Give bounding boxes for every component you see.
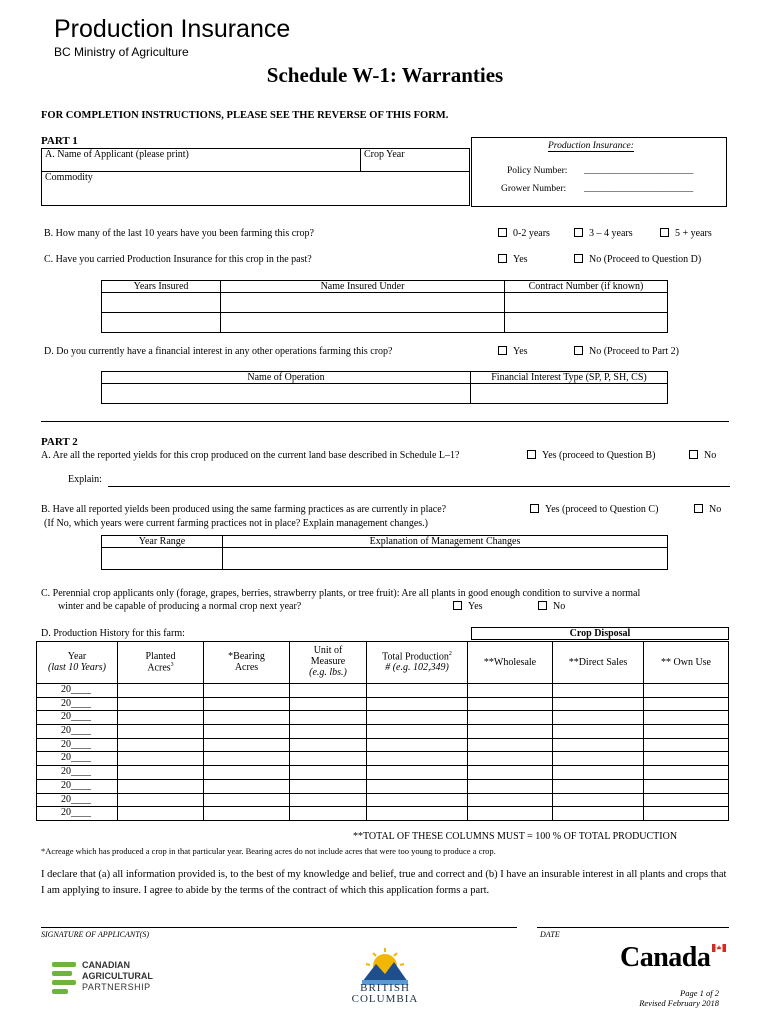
same-land-base-no-option[interactable]: No [689, 450, 716, 461]
table-cell[interactable] [118, 779, 204, 793]
table-cell[interactable] [367, 738, 468, 752]
checkbox-icon [574, 254, 583, 263]
table-cell[interactable] [644, 711, 729, 725]
production-insurance-box [471, 137, 727, 207]
year-cell[interactable]: 20____ [37, 793, 118, 807]
checkbox-icon [660, 228, 669, 237]
table-cell[interactable] [290, 793, 367, 807]
part1-question-b: B. How many of the last 10 years have you been farming this crop? [44, 228, 314, 239]
table-cell[interactable] [290, 752, 367, 766]
part2-question-b-sub: (If No, which years were current farming practices not in place? Explain management changes.) [44, 518, 428, 529]
table-cell[interactable] [644, 752, 729, 766]
acreage-footnote: *Acreage which has produced a crop in that particular year. Bearing acres do not include acres that were too young to produce a crop. [41, 846, 496, 856]
table-cell[interactable] [468, 725, 553, 739]
checkbox-icon [574, 228, 583, 237]
table-cell[interactable] [644, 807, 729, 821]
table-cell[interactable] [118, 807, 204, 821]
perennial-no-option[interactable]: No [538, 601, 565, 612]
part2-question-b: B. Have all reported yields been produced using the same farming practices as are currently in place? [41, 504, 447, 515]
checkbox-icon [538, 601, 547, 610]
year-cell[interactable]: 20____ [37, 684, 118, 698]
table-cell[interactable] [644, 725, 729, 739]
checkbox-icon [689, 450, 698, 459]
table-cell[interactable] [468, 711, 553, 725]
year-cell[interactable]: 20____ [37, 711, 118, 725]
table-cell[interactable] [102, 384, 471, 404]
year-cell[interactable]: 20____ [37, 697, 118, 711]
checkbox-icon [453, 601, 462, 610]
table-cell[interactable] [553, 793, 644, 807]
table-cell[interactable] [221, 293, 505, 313]
year-cell[interactable]: 20____ [37, 738, 118, 752]
checkbox-icon [498, 346, 507, 355]
table-cell[interactable] [367, 697, 468, 711]
management-changes-table [101, 535, 668, 570]
table-cell[interactable] [290, 807, 367, 821]
table-cell[interactable] [204, 779, 290, 793]
table-row [37, 684, 729, 698]
table-cell[interactable] [118, 711, 204, 725]
bc-sun-mountains-icon [360, 946, 410, 986]
table-cell[interactable] [204, 793, 290, 807]
crop-disposal-header: Crop Disposal [472, 628, 729, 640]
table-row [37, 807, 729, 821]
crop-disposal-header-table [471, 627, 729, 640]
explain-label: Explain: [68, 474, 102, 485]
table-cell[interactable] [221, 313, 505, 333]
table-row [37, 697, 729, 711]
table-cell[interactable] [553, 725, 644, 739]
table-cell[interactable] [553, 697, 644, 711]
cap-text: CANADIAN AGRICULTURAL PARTNERSHIP [82, 960, 153, 992]
table-cell[interactable] [505, 313, 668, 333]
insured-yes-option[interactable]: Yes [498, 254, 528, 265]
table-cell[interactable] [367, 793, 468, 807]
table-cell[interactable] [118, 725, 204, 739]
part2-question-c-line2: winter and be capable of producing a normal crop next year? [58, 601, 302, 612]
contract-number-header: Contract Number (if known) [505, 281, 668, 293]
table-cell[interactable] [468, 697, 553, 711]
years-insured-header: Years Insured [102, 281, 221, 293]
table-row [37, 725, 729, 739]
ministry-name: BC Ministry of Agriculture [54, 45, 189, 59]
grower-number-label: Grower Number: [501, 184, 567, 194]
year-range-header: Year Range [102, 536, 223, 548]
table-cell[interactable] [505, 293, 668, 313]
table-cell[interactable] [468, 793, 553, 807]
table-cell[interactable] [644, 697, 729, 711]
table-cell[interactable] [290, 738, 367, 752]
commodity-field[interactable]: Commodity [42, 172, 470, 206]
other-operations-table [101, 371, 668, 404]
policy-number-field[interactable]: _______________________ [584, 166, 694, 176]
table-cell[interactable] [468, 684, 553, 698]
table-row [37, 793, 729, 807]
planted-acres-header: Planted Acres$^3$ [118, 642, 204, 684]
section-divider [41, 421, 729, 422]
part2-label: PART 2 [41, 436, 78, 448]
same-practices-no-option[interactable]: No [694, 504, 721, 515]
table-cell[interactable] [644, 779, 729, 793]
checkbox-icon [498, 228, 507, 237]
table-cell[interactable] [204, 738, 290, 752]
table-cell[interactable] [644, 766, 729, 780]
checkbox-icon [694, 504, 703, 513]
table-cell[interactable] [102, 293, 221, 313]
table-cell[interactable] [468, 766, 553, 780]
checkbox-icon [574, 346, 583, 355]
signature-label: SIGNATURE OF APPLICANT(S) [41, 930, 149, 939]
unit-of-measure-header: Unit of Measure (e.g. lbs.) [290, 642, 367, 684]
bc-text: BRITISH COLUMBIA [351, 982, 419, 1005]
table-cell[interactable] [102, 548, 223, 570]
year-cell[interactable]: 20____ [37, 725, 118, 739]
year-cell[interactable]: 20____ [37, 779, 118, 793]
production-history-table [36, 641, 729, 821]
financial-interest-type-header: Financial Interest Type (SP, P, SH, CS) [471, 372, 668, 384]
direct-sales-header: **Direct Sales [553, 642, 644, 684]
financial-interest-yes-option[interactable]: Yes [498, 346, 528, 357]
table-cell[interactable] [367, 807, 468, 821]
part1-question-c: C. Have you carried Production Insurance for this crop in the past? [44, 254, 312, 265]
table-cell[interactable] [367, 684, 468, 698]
perennial-yes-option[interactable]: Yes [453, 601, 483, 612]
table-cell[interactable] [367, 711, 468, 725]
part1-label: PART 1 [41, 135, 78, 147]
table-cell[interactable] [644, 684, 729, 698]
table-row [37, 752, 729, 766]
insurance-history-table [101, 280, 668, 333]
part2-question-c-line1: C. Perennial crop applicants only (forage, grapes, berries, strawberry plants, or tree fruit): Are all plants in good enough condition to survive a normal [41, 588, 641, 599]
year-cell[interactable]: 20____ [37, 766, 118, 780]
table-cell[interactable] [553, 779, 644, 793]
farming-years-5-plus-option[interactable]: 5 + years [660, 228, 712, 239]
table-cell[interactable] [367, 766, 468, 780]
farming-years-0-2-option[interactable]: 0-2 years [498, 228, 550, 239]
table-cell[interactable] [204, 752, 290, 766]
total-columns-note: **TOTAL OF THESE COLUMNS MUST = 100 % OF TOTAL PRODUCTION [353, 831, 678, 842]
table-cell[interactable] [553, 807, 644, 821]
table-cell[interactable] [290, 697, 367, 711]
financial-interest-no-option[interactable]: No (Proceed to Part 2) [574, 346, 679, 357]
table-cell[interactable] [204, 711, 290, 725]
grower-number-field[interactable]: _______________________ [584, 184, 694, 194]
table-cell[interactable] [290, 725, 367, 739]
table-cell[interactable] [468, 752, 553, 766]
table-row [37, 738, 729, 752]
applicant-table [41, 148, 470, 206]
same-practices-yes-option[interactable]: Yes (proceed to Question C) [530, 504, 658, 515]
table-row [37, 779, 729, 793]
page-number: Page 1 of 2 [680, 988, 719, 998]
revision-date: Revised February 2018 [639, 998, 719, 1008]
explanation-header: Explanation of Management Changes [223, 536, 668, 548]
table-cell[interactable] [468, 807, 553, 821]
table-cell[interactable] [553, 738, 644, 752]
year-cell[interactable]: 20____ [37, 807, 118, 821]
table-cell[interactable] [223, 548, 668, 570]
pi-box-title: Production Insurance: [548, 141, 634, 151]
bearing-acres-header: *Bearing Acres [204, 642, 290, 684]
canada-flag-icon [712, 944, 726, 955]
date-label: DATE [540, 930, 560, 939]
schedule-title: Schedule W-1: Warranties [266, 63, 504, 87]
table-cell[interactable] [367, 779, 468, 793]
cap-logo [50, 958, 80, 1001]
own-use-header: ** Own Use [644, 642, 729, 684]
table-cell[interactable] [118, 793, 204, 807]
checkbox-icon [530, 504, 539, 513]
checkbox-icon [527, 450, 536, 459]
name-of-operation-header: Name of Operation [102, 372, 471, 384]
name-insured-under-header: Name Insured Under [221, 281, 505, 293]
table-cell[interactable] [553, 766, 644, 780]
total-production-header: Total Production$^2$ # (e.g. 102,349) [367, 642, 468, 684]
table-cell[interactable] [204, 766, 290, 780]
table-cell[interactable] [118, 684, 204, 698]
table-cell[interactable] [468, 779, 553, 793]
table-cell[interactable] [204, 725, 290, 739]
insured-no-option[interactable]: No (Proceed to Question D) [574, 254, 701, 265]
signature-line[interactable] [41, 927, 517, 928]
table-row [37, 711, 729, 725]
table-cell[interactable] [204, 807, 290, 821]
table-cell[interactable] [290, 779, 367, 793]
policy-number-label: Policy Number: [507, 166, 568, 176]
same-land-base-yes-option[interactable]: Yes (proceed to Question B) [527, 450, 655, 461]
farming-years-3-4-option[interactable]: 3 – 4 years [574, 228, 633, 239]
table-cell[interactable] [553, 684, 644, 698]
table-cell[interactable] [290, 684, 367, 698]
table-cell[interactable] [553, 711, 644, 725]
table-cell[interactable] [553, 752, 644, 766]
part2-question-a: A. Are all the reported yields for this crop produced on the current land base described in Schedule L–1? [41, 450, 460, 461]
table-cell[interactable] [644, 793, 729, 807]
part2-question-d: D. Production History for this farm: [41, 628, 185, 639]
crop-year-field[interactable]: Crop Year [361, 149, 470, 172]
declaration-text: I declare that (a) all information provided is, to the best of my knowledge and belief, true and correct and (b) I have an insurable interest in all plants and crops that I am applying to insure. I agree to abide by the terms of the contract of which this application forms a part. [41, 869, 727, 896]
cap-leaf-icon [50, 958, 80, 998]
table-cell[interactable] [204, 697, 290, 711]
instructions-note: FOR COMPLETION INSTRUCTIONS, PLEASE SEE THE REVERSE OF THIS FORM. [41, 110, 449, 121]
applicant-name-field[interactable]: A. Name of Applicant (please print) [42, 149, 361, 172]
table-cell[interactable] [367, 752, 468, 766]
table-cell[interactable] [118, 738, 204, 752]
wholesale-header: **Wholesale [468, 642, 553, 684]
table-row [37, 766, 729, 780]
table-cell[interactable] [118, 752, 204, 766]
table-cell[interactable] [118, 697, 204, 711]
date-line[interactable] [537, 927, 729, 928]
table-cell[interactable] [102, 313, 221, 333]
checkbox-icon [498, 254, 507, 263]
table-cell[interactable] [471, 384, 668, 404]
year-cell[interactable]: 20____ [37, 752, 118, 766]
explain-line[interactable] [108, 486, 730, 487]
table-cell[interactable] [118, 766, 204, 780]
table-cell[interactable] [644, 738, 729, 752]
form-title: Production Insurance [54, 15, 291, 43]
year-header: Year (last 10 Years) [37, 642, 118, 684]
part1-question-d: D. Do you currently have a financial interest in any other operations farming this crop? [44, 346, 393, 357]
table-cell[interactable] [290, 766, 367, 780]
table-cell[interactable] [367, 725, 468, 739]
table-cell[interactable] [468, 738, 553, 752]
table-cell[interactable] [204, 684, 290, 698]
table-cell[interactable] [290, 711, 367, 725]
canada-wordmark: Canada [620, 942, 711, 973]
